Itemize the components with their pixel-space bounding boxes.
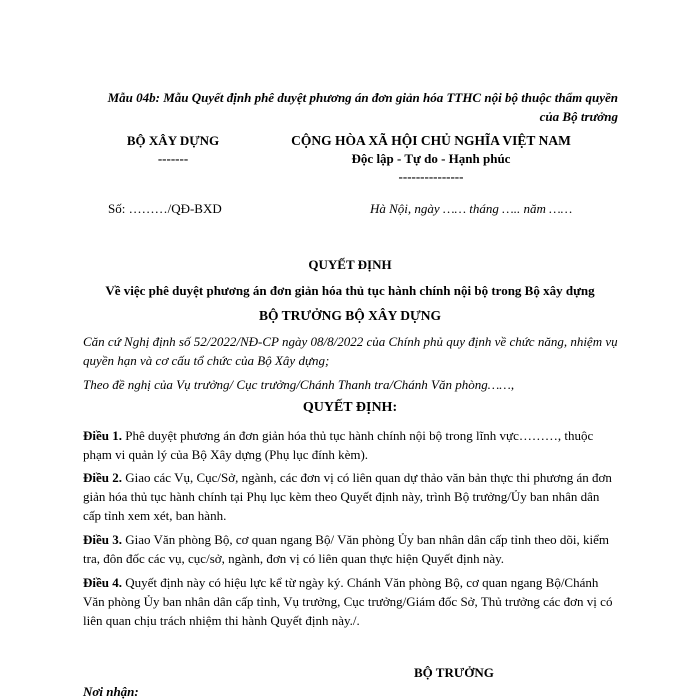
national-heading-block xyxy=(266,132,596,186)
article-3 xyxy=(83,530,618,568)
article-1-label: Điều 1. xyxy=(83,428,122,443)
article-2 xyxy=(83,468,618,525)
legal-basis-2: Theo đề nghị của Vụ trưởng/ Cục trưởng/Chánh Thanh tra/Chánh Văn phòng……, xyxy=(83,377,515,392)
document-title: QUYẾT ĐỊNH xyxy=(308,257,392,272)
issuing-agency: BỘ XÂY DỰNG xyxy=(126,133,220,148)
article-3-text: Giao Văn phòng Bộ, cơ quan ngang Bộ/ Văn phòng Ủy ban nhân dân cấp tỉnh theo dõi, kiểm tra, đôn đốc các vụ, cục/sở, ngành, đơn vị có liên quan thực hiện Quyết định này. xyxy=(83,532,609,566)
article-1-text: Phê duyệt phương án đơn giản hóa thủ tục hành chính nội bộ trong lĩnh vực………, thuộc phạm vi quản lý của Bộ Xây dựng (Phụ lục đính kèm). xyxy=(83,428,594,462)
article-1 xyxy=(83,426,618,464)
decision-heading: QUYẾT ĐỊNH: xyxy=(302,400,398,415)
place-and-date: Hà Nội, ngày …… tháng ….. năm …… xyxy=(370,201,573,216)
national-motto: Độc lập - Tự do - Hạnh phúc xyxy=(351,151,511,166)
signer-title: BỘ TRƯỞNG xyxy=(414,665,494,680)
article-2-label: Điều 2. xyxy=(83,470,122,485)
agency-separator: ------- xyxy=(157,151,189,166)
article-4-label: Điều 4. xyxy=(83,575,122,590)
article-4 xyxy=(83,573,618,630)
article-2-text: Giao các Vụ, Cục/Sở, ngành, các đơn vị có liên quan dự thảo văn bản thực thi phương án đơn giản hóa thủ tục hành chính tại Phụ lục kèm theo Quyết định này, trình Bộ trưởng/Ủy ban nhân dân cấp tỉnh xem xét, ban hành. xyxy=(83,470,612,523)
document-number: Số: ………/QĐ-BXD xyxy=(108,201,222,216)
issuing-authority: BỘ TRƯỞNG BỘ XÂY DỰNG xyxy=(258,308,441,323)
article-4-text: Quyết định này có hiệu lực kể từ ngày ký. Chánh Văn phòng Bộ, cơ quan ngang Bộ/Chánh Văn phòng Ủy ban nhân dân cấp tỉnh, Vụ trưởng, Cục trưởng/Giám đốc Sở, Thủ trưởng các đơn vị có liên quan chịu trách nhiệm thi hành Quyết định này./. xyxy=(83,575,613,628)
template-note: Mẫu 04b: Mẫu Quyết định phê duyệt phương án đơn giản hóa TTHC nội bộ thuộc thẩm quyền của Bộ trưởng xyxy=(107,90,618,124)
national-title: CỘNG HÒA XÃ HỘI CHỦ NGHĨA VIỆT NAM xyxy=(291,133,571,148)
recipients-label: Nơi nhận: xyxy=(83,684,139,699)
motto-separator: --------------- xyxy=(398,169,464,184)
issuing-agency-block xyxy=(98,132,248,168)
document-subject: Về việc phê duyệt phương án đơn giản hóa thủ tục hành chính nội bộ trong Bộ xây dựng xyxy=(105,283,595,298)
article-3-label: Điều 3. xyxy=(83,532,122,547)
legal-basis-1: Căn cứ Nghị định số 52/2022/NĐ-CP ngày 08/8/2022 của Chính phủ quy định về chức năng, nhiệm vụ quyền hạn và cơ cấu tổ chức của Bộ Xây dựng; xyxy=(83,334,618,368)
